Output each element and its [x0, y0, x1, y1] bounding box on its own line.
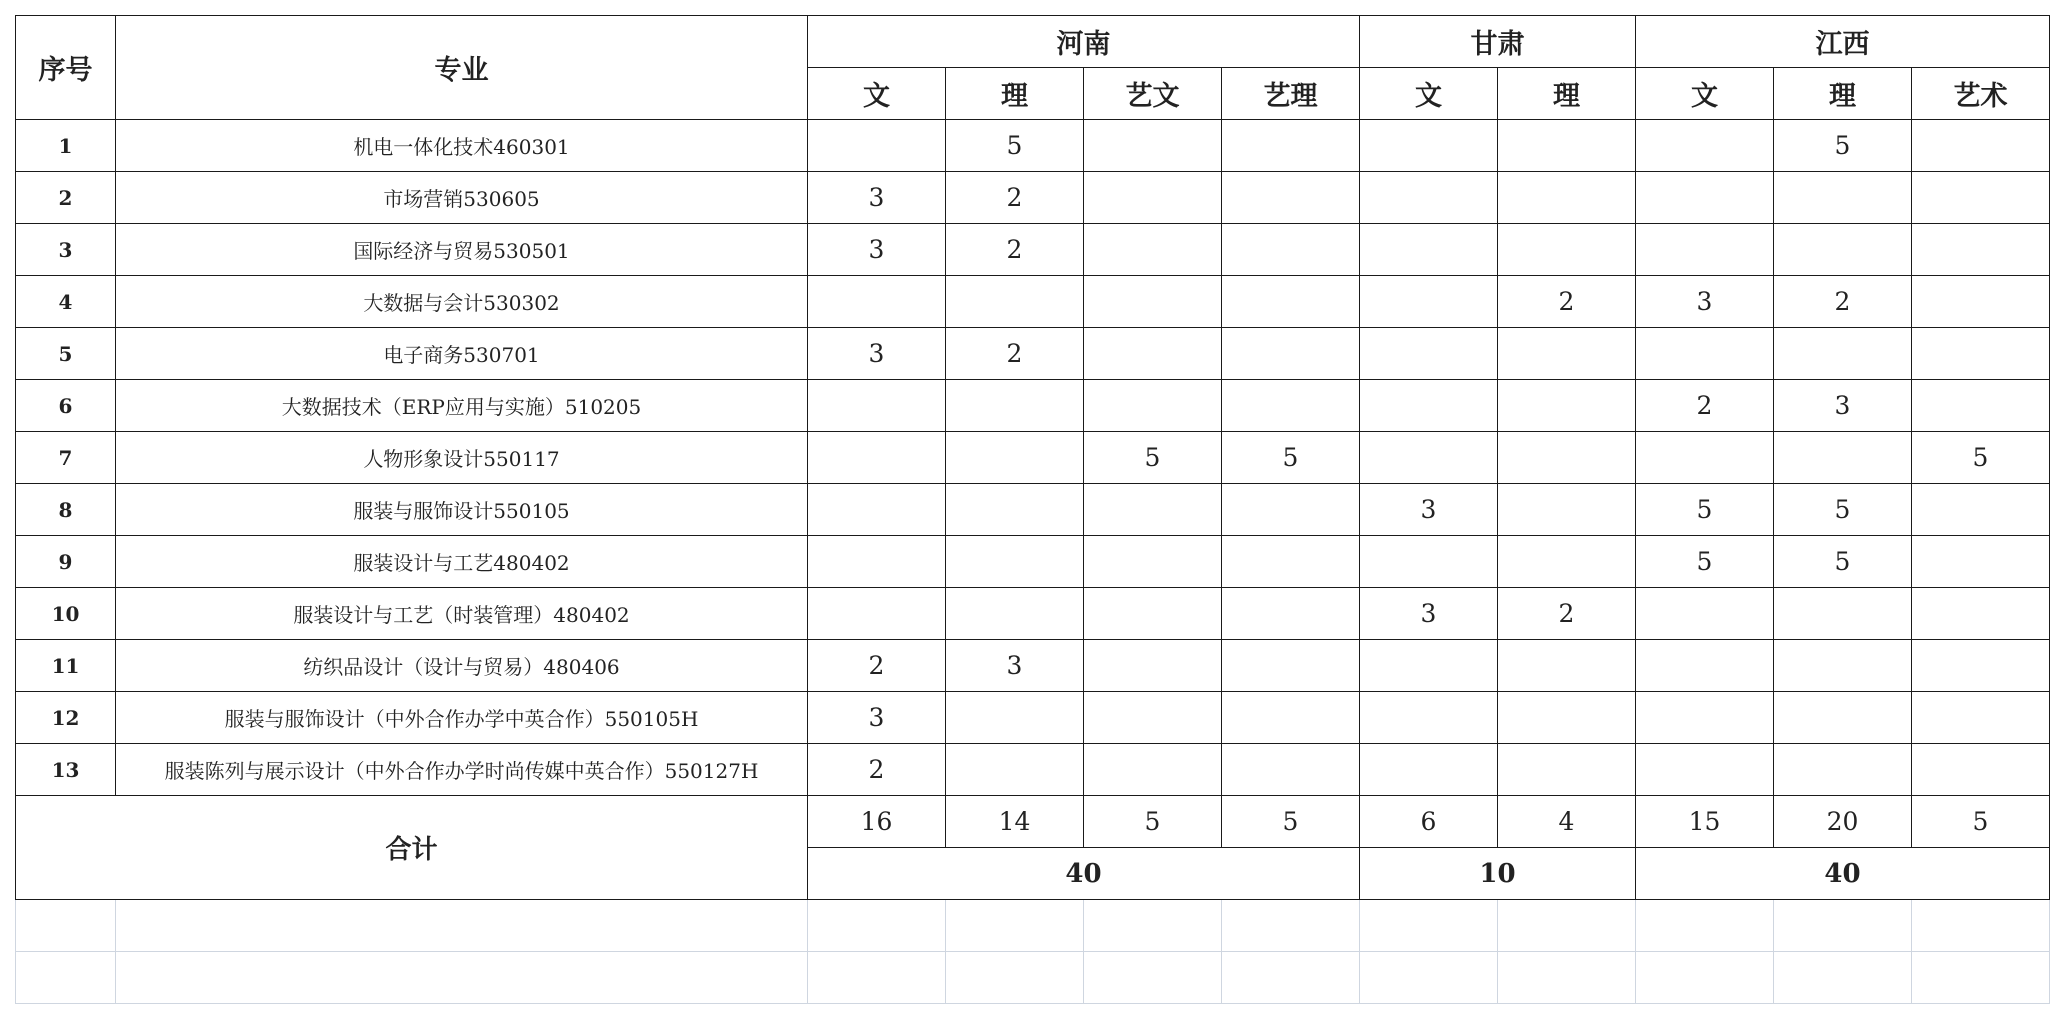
quota-cell [1084, 484, 1222, 536]
quota-cell [1360, 120, 1498, 172]
header-sub: 理 [1498, 68, 1636, 120]
quota-cell [1774, 224, 1912, 276]
quota-cell [946, 536, 1084, 588]
row-number: 13 [16, 744, 116, 796]
quota-cell [1360, 744, 1498, 796]
quota-cell [1084, 640, 1222, 692]
empty-cell[interactable] [1498, 900, 1636, 952]
table-row [16, 120, 2050, 172]
quota-cell [1498, 172, 1636, 224]
major-name: 机电一体化技术460301 [116, 120, 808, 172]
quota-cell [808, 588, 946, 640]
quota-cell [1774, 432, 1912, 484]
table-row [16, 328, 2050, 380]
empty-cell[interactable] [116, 952, 808, 1004]
quota-cell [1912, 484, 2050, 536]
empty-cell[interactable] [946, 952, 1084, 1004]
quota-cell [1222, 380, 1360, 432]
quota-cell [1912, 536, 2050, 588]
quota-cell: 2 [808, 640, 946, 692]
quota-cell: 5 [1774, 484, 1912, 536]
quota-cell [1084, 536, 1222, 588]
quota-cell [808, 276, 946, 328]
major-name: 服装设计与工艺480402 [116, 536, 808, 588]
quota-cell [1360, 692, 1498, 744]
quota-cell [946, 484, 1084, 536]
quota-cell: 2 [1498, 588, 1636, 640]
quota-cell [1222, 224, 1360, 276]
quota-cell [1774, 640, 1912, 692]
quota-cell [1222, 536, 1360, 588]
quota-cell [1360, 276, 1498, 328]
empty-cell[interactable] [1774, 952, 1912, 1004]
header-sub: 理 [1774, 68, 1912, 120]
row-number: 9 [16, 536, 116, 588]
quota-cell: 3 [1774, 380, 1912, 432]
quota-cell: 3 [946, 640, 1084, 692]
quota-cell [946, 380, 1084, 432]
quota-cell [1084, 744, 1222, 796]
quota-cell: 5 [1774, 120, 1912, 172]
quota-cell [808, 536, 946, 588]
header-major: 专业 [116, 16, 808, 120]
subject-total-cell: 5 [1084, 796, 1222, 848]
quota-cell: 5 [1636, 536, 1774, 588]
quota-cell [1912, 380, 2050, 432]
total-label: 合计 [16, 796, 808, 900]
quota-cell [1498, 744, 1636, 796]
quota-cell [1222, 120, 1360, 172]
table-row [16, 744, 2050, 796]
empty-cell[interactable] [1360, 900, 1498, 952]
quota-cell [1498, 432, 1636, 484]
row-number: 7 [16, 432, 116, 484]
header-row-provinces [16, 16, 2050, 68]
quota-cell [1084, 120, 1222, 172]
quota-cell [1222, 744, 1360, 796]
quota-cell: 2 [946, 172, 1084, 224]
quota-cell [1222, 276, 1360, 328]
empty-cell[interactable] [1774, 900, 1912, 952]
quota-cell: 3 [808, 692, 946, 744]
quota-cell: 3 [808, 172, 946, 224]
row-number: 6 [16, 380, 116, 432]
empty-grid-row [16, 900, 2050, 952]
quota-cell [1636, 172, 1774, 224]
quota-cell [1636, 224, 1774, 276]
quota-cell [1498, 380, 1636, 432]
subject-total-cell: 20 [1774, 796, 1912, 848]
table-row [16, 172, 2050, 224]
quota-cell [1636, 692, 1774, 744]
subject-total-cell: 4 [1498, 796, 1636, 848]
quota-cell [1222, 640, 1360, 692]
quota-cell [1774, 328, 1912, 380]
quota-cell: 5 [1774, 536, 1912, 588]
total-row [16, 796, 2050, 848]
quota-cell [1912, 692, 2050, 744]
quota-cell [1912, 328, 2050, 380]
header-sub: 艺术 [1912, 68, 2050, 120]
quota-cell [1498, 692, 1636, 744]
quota-cell: 3 [1360, 484, 1498, 536]
quota-cell [1636, 744, 1774, 796]
quota-cell [1636, 432, 1774, 484]
quota-cell [1912, 120, 2050, 172]
row-number: 11 [16, 640, 116, 692]
quota-cell: 3 [808, 328, 946, 380]
quota-cell [946, 276, 1084, 328]
quota-cell [1498, 640, 1636, 692]
quota-cell [1636, 640, 1774, 692]
quota-cell [808, 432, 946, 484]
quota-cell [1774, 172, 1912, 224]
quota-cell: 2 [1636, 380, 1774, 432]
table-row [16, 484, 2050, 536]
row-number: 2 [16, 172, 116, 224]
header-seq: 序号 [16, 16, 116, 120]
quota-cell [1360, 432, 1498, 484]
empty-cell[interactable] [808, 900, 946, 952]
province-total-cell: 10 [1360, 848, 1636, 900]
quota-cell: 5 [1222, 432, 1360, 484]
empty-cell[interactable] [16, 952, 116, 1004]
major-name: 人物形象设计550117 [116, 432, 808, 484]
quota-cell: 3 [1636, 276, 1774, 328]
quota-cell [1912, 224, 2050, 276]
quota-cell [1222, 692, 1360, 744]
row-number: 3 [16, 224, 116, 276]
empty-cell[interactable] [946, 900, 1084, 952]
empty-cell[interactable] [1636, 952, 1774, 1004]
quota-cell [808, 484, 946, 536]
quota-cell [1498, 120, 1636, 172]
table-row [16, 640, 2050, 692]
quota-cell [1084, 276, 1222, 328]
quota-cell [1912, 588, 2050, 640]
major-name: 国际经济与贸易530501 [116, 224, 808, 276]
quota-cell [1360, 172, 1498, 224]
row-number: 8 [16, 484, 116, 536]
quota-cell: 2 [946, 328, 1084, 380]
table-row [16, 692, 2050, 744]
header-sub: 艺文 [1084, 68, 1222, 120]
quota-cell [1084, 172, 1222, 224]
empty-cell[interactable] [1084, 952, 1222, 1004]
quota-cell [1084, 224, 1222, 276]
header-sub: 理 [946, 68, 1084, 120]
subject-total-cell: 14 [946, 796, 1084, 848]
quota-cell [1774, 692, 1912, 744]
quota-cell [1912, 744, 2050, 796]
quota-cell: 5 [946, 120, 1084, 172]
empty-cell[interactable] [116, 900, 808, 952]
table-row [16, 536, 2050, 588]
subject-total-cell: 15 [1636, 796, 1774, 848]
quota-cell [1084, 692, 1222, 744]
quota-cell [1636, 328, 1774, 380]
quota-cell [1636, 588, 1774, 640]
quota-cell [808, 120, 946, 172]
empty-cell[interactable] [1222, 952, 1360, 1004]
major-name: 服装与服饰设计550105 [116, 484, 808, 536]
quota-cell [1774, 744, 1912, 796]
quota-cell: 3 [808, 224, 946, 276]
major-name: 服装陈列与展示设计（中外合作办学时尚传媒中英合作）550127H [116, 744, 808, 796]
empty-cell[interactable] [1498, 952, 1636, 1004]
quota-cell [1222, 484, 1360, 536]
quota-cell [1360, 224, 1498, 276]
subject-total-cell: 5 [1912, 796, 2050, 848]
quota-cell [946, 692, 1084, 744]
empty-cell[interactable] [1222, 900, 1360, 952]
major-name: 大数据与会计530302 [116, 276, 808, 328]
quota-cell: 5 [1636, 484, 1774, 536]
quota-cell [946, 588, 1084, 640]
major-name: 市场营销530605 [116, 172, 808, 224]
quota-cell [1360, 536, 1498, 588]
quota-cell [946, 432, 1084, 484]
quota-cell [1498, 328, 1636, 380]
quota-cell [1222, 328, 1360, 380]
header-province-henan: 河南 [808, 16, 1360, 68]
header-province-jiangxi: 江西 [1636, 16, 2050, 68]
quota-cell: 2 [1498, 276, 1636, 328]
header-province-gansu: 甘肃 [1360, 16, 1636, 68]
major-name: 服装与服饰设计（中外合作办学中英合作）550105H [116, 692, 808, 744]
quota-cell [1360, 640, 1498, 692]
quota-cell [1912, 640, 2050, 692]
empty-cell[interactable] [1084, 900, 1222, 952]
major-name: 服装设计与工艺（时装管理）480402 [116, 588, 808, 640]
header-sub: 艺理 [1222, 68, 1360, 120]
row-number: 10 [16, 588, 116, 640]
empty-cell[interactable] [1636, 900, 1774, 952]
row-number: 12 [16, 692, 116, 744]
header-sub: 文 [1636, 68, 1774, 120]
major-name: 纺织品设计（设计与贸易）480406 [116, 640, 808, 692]
empty-cell[interactable] [16, 900, 116, 952]
row-number: 1 [16, 120, 116, 172]
quota-cell [808, 380, 946, 432]
subject-total-cell: 5 [1222, 796, 1360, 848]
quota-cell [1498, 484, 1636, 536]
empty-grid-row [16, 952, 2050, 1004]
quota-cell: 5 [1084, 432, 1222, 484]
row-number: 5 [16, 328, 116, 380]
table-row [16, 380, 2050, 432]
header-sub: 文 [1360, 68, 1498, 120]
quota-cell: 3 [1360, 588, 1498, 640]
table-row [16, 588, 2050, 640]
empty-cell[interactable] [1360, 952, 1498, 1004]
empty-cell[interactable] [1912, 900, 2050, 952]
quota-cell: 5 [1912, 432, 2050, 484]
table-row [16, 276, 2050, 328]
quota-cell: 2 [808, 744, 946, 796]
quota-cell [1774, 588, 1912, 640]
quota-cell: 2 [946, 224, 1084, 276]
quota-cell: 2 [1774, 276, 1912, 328]
table-row [16, 224, 2050, 276]
quota-cell [1084, 588, 1222, 640]
quota-cell [1636, 120, 1774, 172]
quota-cell [1498, 536, 1636, 588]
quota-cell [1084, 328, 1222, 380]
enrollment-table [15, 15, 2050, 1004]
empty-cell[interactable] [808, 952, 946, 1004]
major-name: 大数据技术（ERP应用与实施）510205 [116, 380, 808, 432]
subject-total-cell: 16 [808, 796, 946, 848]
table-row [16, 432, 2050, 484]
quota-cell [1222, 172, 1360, 224]
province-total-cell: 40 [1636, 848, 2050, 900]
quota-cell [946, 744, 1084, 796]
quota-cell [1912, 276, 2050, 328]
quota-cell [1498, 224, 1636, 276]
subject-total-cell: 6 [1360, 796, 1498, 848]
empty-cell[interactable] [1912, 952, 2050, 1004]
quota-cell [1360, 380, 1498, 432]
header-sub: 文 [808, 68, 946, 120]
quota-cell [1912, 172, 2050, 224]
province-total-cell: 40 [808, 848, 1360, 900]
row-number: 4 [16, 276, 116, 328]
quota-cell [1360, 328, 1498, 380]
major-name: 电子商务530701 [116, 328, 808, 380]
quota-cell [1222, 588, 1360, 640]
quota-cell [1084, 380, 1222, 432]
